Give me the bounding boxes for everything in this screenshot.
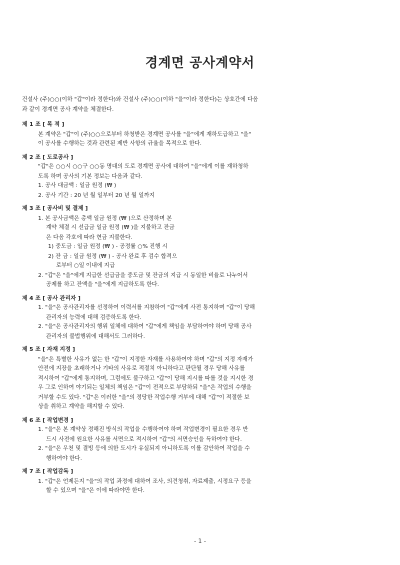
article-line: 1. "을"은 본 계약상 정해진 방식의 작업을 수행하여야 하며 작업변경이 필요한 경우 반 xyxy=(38,427,249,433)
article-line: 계약 체결 시 선급금 일금 원정 (₩ )을 지불하고 잔금 xyxy=(46,225,175,231)
article xyxy=(22,295,378,343)
article-line: 2. "갑"은 "을"에게 지급한 선급금을 중도금 및 잔금의 지급 시 동일한 비율로 나누어서 xyxy=(38,272,248,279)
article-line: 관리자의 능력에 대해 검증하도록 한다. xyxy=(46,314,142,321)
intro-line: 과 같이 경계면 공사 계약을 체결한다. xyxy=(22,106,114,113)
article-line: 행하여야 한다. xyxy=(46,455,82,462)
article-line: 드시 사전에 원요한 사유를 서면으로 적시하여 "갑"의 서면승인을 득하여야 한다. xyxy=(46,436,242,443)
intro xyxy=(22,96,378,115)
article-heading: 제 7 조 [ 작업감독 ] xyxy=(22,469,74,475)
article-heading: 제 6 조 [ 작업변경 ] xyxy=(22,417,74,424)
article-line: 할 수 있으며 "을"은 이에 따라야만 한다. xyxy=(46,488,145,494)
article-heading: 제 4 조 [ 공사 관리자 ] xyxy=(22,295,81,302)
article-heading: 제 2 조 [ 도로공사 ] xyxy=(22,154,74,161)
article xyxy=(22,205,378,291)
article-line: 1. "갑"은 언제든지 "을"의 작업 과정에 대하여 조사, 의견청취, 자료제출, 시정요구 등을 xyxy=(38,478,252,485)
article-line: 2. 공사 기간 : 20 년 월 일부터 20 년 월 일까지 xyxy=(38,192,155,199)
article-line: "갑"은 ○○시 ○○구 ○○동 명대의 도로 경계면 공사에 대하여 "을"에게 이를 재하청하 xyxy=(38,164,249,170)
article-line: 로부터 ○일 이내에 지급 xyxy=(56,263,115,269)
article xyxy=(22,154,378,202)
article-line: 1. 공사 대금액 : 일금 원정 (₩ ) xyxy=(38,183,117,189)
article-heading: 제 5 조 [ 자재 지정 ] xyxy=(22,347,76,353)
article-line: 관리자의 불법행위에 대해서도 그러하다. xyxy=(46,333,145,340)
article xyxy=(22,468,378,497)
article-line: 2. "을"은 공사관리자의 행위 일체에 대하여 "갑"에게 책임을 부담하여야 하며 당해 공사 xyxy=(38,324,252,330)
article-heading: 제 3 조 [ 공사비 및 결제 ] xyxy=(22,206,88,212)
article-line: 공제를 하고 잔액을 "을"에게 지급하도록 한다. xyxy=(46,282,160,288)
article-line: 1. "을"은 공사관리자를 선정하여 이력서를 지참하여 "갑"에게 사전 통지하며 "갑"이 당해 xyxy=(38,305,255,311)
article-line: 거부할 수도 있다. "갑"은 이러한 "을"의 정당한 작업수행 거부에 대해 "갑"이 적절한 보 xyxy=(38,394,250,401)
article-line: 본 계약은 "갑"이 (주)○○으로부터 하청받은 경계면 공사를 "을"에게 재하도급하고 "을" xyxy=(38,131,252,138)
article-line: 2. "을"은 우천 및 결빙 등에 의한 도시가 유실되지 아니하도록 이를 감안하여 작업을 수 xyxy=(38,446,250,452)
document-title: 경계면 공사계약서 xyxy=(145,56,255,71)
article-line: 이 공사를 수행하는 것과 관련된 제반 사항의 규율을 목적으로 한다. xyxy=(38,141,202,147)
document-body xyxy=(22,96,378,497)
articles xyxy=(22,121,378,497)
article-line: 도록 하며 공사의 기본 정보는 다음과 같다. xyxy=(38,173,143,180)
article-line: 상을 취하고 계약을 해지할 수 있다. xyxy=(38,404,125,410)
article-heading: 제 1 조 [ 목 적 ] xyxy=(22,122,65,128)
page-number: - 1 - xyxy=(194,538,206,545)
intro-line: 건설사 (주)○○(이하 "갑"이라 정한다)와 건설사 (주)○○(이하 "을"이라 정한다)는 상호간에 다음 xyxy=(22,97,259,103)
article-line: 1) 중도금 : 일금 원정 (₩ ) - 공정률 ○% 진행 시 xyxy=(48,244,168,250)
article xyxy=(22,417,378,465)
article-line: 은 다음 각호에 따라 현금 지불한다. xyxy=(46,234,133,241)
article-line: 안전에 지장을 초래하거나 기타의 사유로 적절치 아니하다고 판단될 경우 당해 사유를 xyxy=(38,366,245,372)
article-line: 1. 본 공사금액은 총액 일금 원정 (₩ )으로 산정하며 본 xyxy=(38,215,172,222)
article xyxy=(22,121,378,150)
article xyxy=(22,346,378,413)
article-line: 적시하여 "갑"에게 통지하며, 그럼에도 불구하고 "갑"이 당해 지시를 따를 것을 지시한 경 xyxy=(38,375,254,382)
article-line: 2) 잔 금 : 일금 원정 (₩ ) - 공사 완료 후 검수 합격으 xyxy=(48,253,178,260)
article-line: "을"은 특별한 사유가 없는 한 "갑"이 지정한 자재를 사용하여야 하며 "갑"의 지정 자재가 xyxy=(38,356,254,363)
article-line: 우 그로 인하여 야기되는 일체의 책임은 "갑"이 전적으로 부담하되 "을"은 작업의 수행을 xyxy=(38,385,252,391)
